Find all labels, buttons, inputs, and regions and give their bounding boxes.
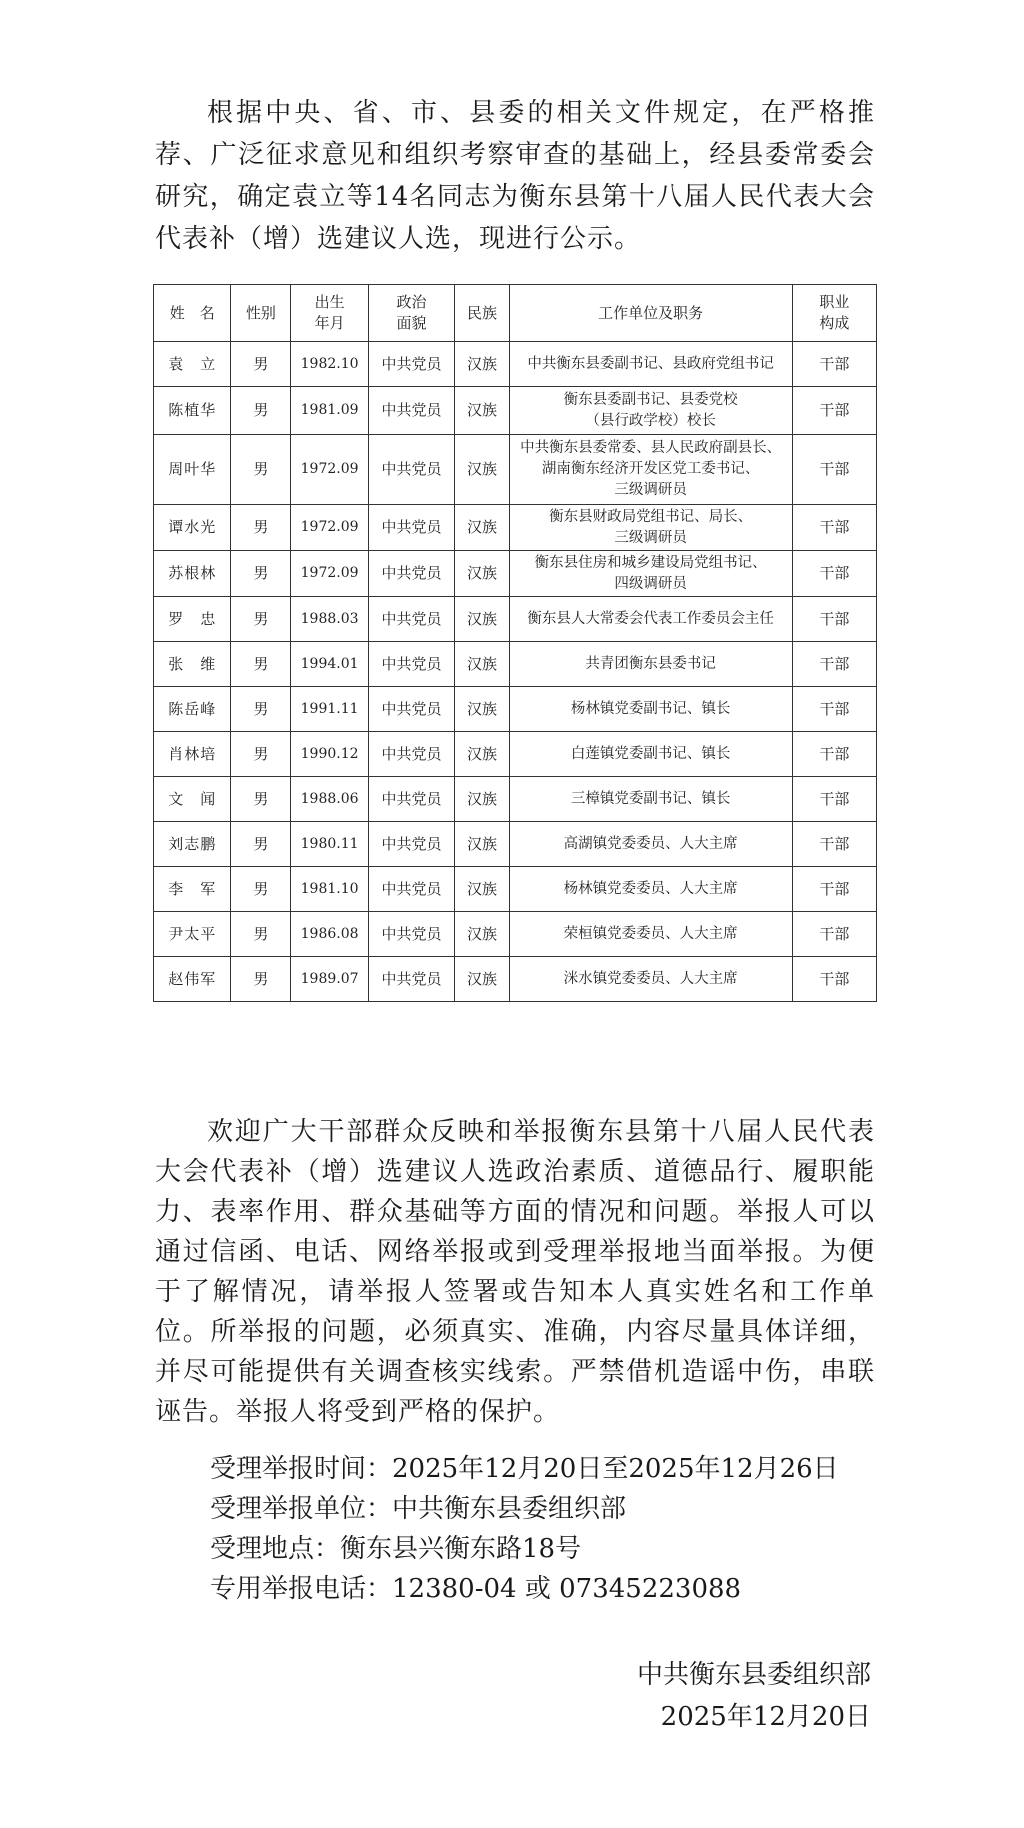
- cell-political: 中共党员: [368, 642, 455, 687]
- cell-ethnicity: 汉族: [455, 867, 509, 912]
- cell-name: 谭水光: [154, 505, 231, 551]
- cell-gender: 男: [231, 732, 291, 777]
- table-row: [154, 597, 877, 642]
- header-ethnicity: 民族: [455, 285, 509, 342]
- cell-name: 李 军: [154, 867, 231, 912]
- cell-unit: [509, 342, 792, 387]
- cell-birth: 1988.03: [291, 597, 368, 642]
- report-phone: 专用举报电话：12380-04 或 07345223088: [210, 1574, 742, 1604]
- cell-unit-line: 三级调研员: [614, 529, 687, 546]
- table-row: [154, 822, 877, 867]
- cell-unit-line: 三樟镇党委副书记、镇长: [570, 790, 731, 807]
- cell-political: 中共党员: [368, 505, 455, 551]
- cell-unit-line: 洣水镇党委委员、人大主席: [563, 970, 738, 987]
- cell-unit: [509, 505, 792, 551]
- cell-political: 中共党员: [368, 597, 455, 642]
- cell-political: 中共党员: [368, 777, 455, 822]
- cell-unit: [509, 642, 792, 687]
- cell-birth: 1982.10: [291, 342, 368, 387]
- cell-unit: [509, 435, 792, 505]
- cell-political: 中共党员: [368, 387, 455, 435]
- header-political: [368, 285, 455, 342]
- table-row: [154, 505, 877, 551]
- cell-gender: 男: [231, 505, 291, 551]
- signature-date: 2025年12月20日: [660, 1702, 871, 1732]
- cell-birth: 1991.11: [291, 687, 368, 732]
- cell-ethnicity: 汉族: [455, 642, 509, 687]
- cell-ethnicity: 汉族: [455, 435, 509, 505]
- header-political-line1: 政治: [396, 293, 427, 311]
- signature-org: 中共衡东县委组织部: [636, 1660, 871, 1690]
- cell-unit: [509, 387, 792, 435]
- cell-unit: [509, 957, 792, 1002]
- cell-name: 陈岳峰: [154, 687, 231, 732]
- cell-gender: 男: [231, 957, 291, 1002]
- cell-role: 干部: [792, 642, 876, 687]
- cell-name: 张 维: [154, 642, 231, 687]
- cell-unit: [509, 822, 792, 867]
- cell-political: 中共党员: [368, 867, 455, 912]
- cell-name: 袁 立: [154, 342, 231, 387]
- cell-name: 罗 忠: [154, 597, 231, 642]
- cell-gender: 男: [231, 687, 291, 732]
- cell-role: 干部: [792, 551, 876, 597]
- cell-unit: [509, 912, 792, 957]
- cell-role: 干部: [792, 957, 876, 1002]
- header-role-line1: 职业: [819, 293, 850, 311]
- cell-role: 干部: [792, 822, 876, 867]
- cell-ethnicity: 汉族: [455, 777, 509, 822]
- cell-birth: 1972.09: [291, 435, 368, 505]
- cell-ethnicity: 汉族: [455, 912, 509, 957]
- cell-ethnicity: 汉族: [455, 505, 509, 551]
- cell-ethnicity: 汉族: [455, 957, 509, 1002]
- cell-unit: [509, 867, 792, 912]
- cell-unit: [509, 777, 792, 822]
- cell-ethnicity: 汉族: [455, 597, 509, 642]
- header-name: 姓 名: [154, 285, 231, 342]
- table-row: [154, 777, 877, 822]
- cell-birth: 1972.09: [291, 551, 368, 597]
- cell-gender: 男: [231, 435, 291, 505]
- table-row: [154, 732, 877, 777]
- table-row: [154, 551, 877, 597]
- cell-unit-line: 衡东县住房和城乡建设局党组书记、: [534, 554, 767, 571]
- cell-name: 苏根林: [154, 551, 231, 597]
- table-row: [154, 912, 877, 957]
- cell-unit-line: 四级调研员: [614, 575, 687, 592]
- cell-gender: 男: [231, 822, 291, 867]
- cell-ethnicity: 汉族: [455, 687, 509, 732]
- cell-gender: 男: [231, 642, 291, 687]
- header-unit: 工作单位及职务: [509, 285, 792, 342]
- report-unit: 受理举报单位：中共衡东县委组织部: [210, 1494, 627, 1524]
- cell-unit-line: 白莲镇党委副书记、镇长: [570, 745, 731, 762]
- cell-ethnicity: 汉族: [455, 387, 509, 435]
- cell-unit-line: 荣桓镇党委委员、人大主席: [563, 925, 738, 942]
- report-place: 受理地点：衡东县兴衡东路18号: [210, 1534, 582, 1564]
- table-row: [154, 957, 877, 1002]
- cell-role: 干部: [792, 505, 876, 551]
- cell-gender: 男: [231, 342, 291, 387]
- cell-unit: [509, 687, 792, 732]
- header-birth-line2: 年月: [314, 314, 345, 332]
- cell-birth: 1981.10: [291, 867, 368, 912]
- cell-ethnicity: 汉族: [455, 342, 509, 387]
- cell-political: 中共党员: [368, 551, 455, 597]
- cell-unit-line: 共青团衡东县委书记: [585, 655, 716, 672]
- cell-name: 文 闻: [154, 777, 231, 822]
- cell-birth: 1981.09: [291, 387, 368, 435]
- cell-role: 干部: [792, 777, 876, 822]
- cell-role: 干部: [792, 867, 876, 912]
- cell-gender: 男: [231, 912, 291, 957]
- table-row: [154, 687, 877, 732]
- header-role: [792, 285, 876, 342]
- cell-name: 陈植华: [154, 387, 231, 435]
- cell-unit-line: （县行政学校）校长: [585, 412, 716, 429]
- cell-name: 赵伟军: [154, 957, 231, 1002]
- header-political-line2: 面貌: [396, 314, 427, 332]
- cell-unit-line: 衡东县委副书记、县委党校: [563, 391, 738, 408]
- table-row: [154, 642, 877, 687]
- header-role-line2: 构成: [819, 314, 850, 332]
- cell-birth: 1988.06: [291, 777, 368, 822]
- cell-birth: 1994.01: [291, 642, 368, 687]
- cell-political: 中共党员: [368, 687, 455, 732]
- header-gender: 性别: [231, 285, 291, 342]
- cell-unit-line: 衡东县人大常委会代表工作委员会主任: [527, 610, 774, 627]
- cell-birth: 1986.08: [291, 912, 368, 957]
- cell-unit-line: 杨林镇党委委员、人大主席: [563, 880, 738, 897]
- table-row: [154, 342, 877, 387]
- cell-birth: 1989.07: [291, 957, 368, 1002]
- cell-political: 中共党员: [368, 342, 455, 387]
- outro-paragraph: 欢迎广大干部群众反映和举报衡东县第十八届人民代表大会代表补（增）选建议人选政治素质、道德品行、履职能力、表率作用、群众基础等方面的情况和问题。举报人可以通过信函、电话、网络举报或到受理举报地当面举报。为便于了解情况，请举报人签署或告知本人真实姓名和工作单位。所举报的问题，必须真实、准确，内容尽量具体详细，并尽可能提供有关调查核实线索。严禁借机造谣中伤，串联诬告。举报人将受到严格的保护。: [155, 1117, 875, 1427]
- cell-name: 刘志鹏: [154, 822, 231, 867]
- cell-unit-line: 三级调研员: [614, 482, 687, 498]
- cell-name: 尹太平: [154, 912, 231, 957]
- cell-political: 中共党员: [368, 732, 455, 777]
- cell-role: 干部: [792, 435, 876, 505]
- cell-gender: 男: [231, 387, 291, 435]
- candidate-table: [153, 284, 877, 1002]
- cell-role: 干部: [792, 732, 876, 777]
- cell-political: 中共党员: [368, 957, 455, 1002]
- cell-gender: 男: [231, 597, 291, 642]
- table-row: [154, 435, 877, 505]
- cell-role: 干部: [792, 687, 876, 732]
- cell-unit-line: 衡东县财政局党组书记、局长、: [549, 508, 753, 525]
- cell-role: 干部: [792, 597, 876, 642]
- table-row: [154, 867, 877, 912]
- cell-role: 干部: [792, 342, 876, 387]
- cell-political: 中共党员: [368, 822, 455, 867]
- cell-political: 中共党员: [368, 912, 455, 957]
- cell-gender: 男: [231, 551, 291, 597]
- cell-gender: 男: [231, 777, 291, 822]
- cell-unit: [509, 597, 792, 642]
- table-row: [154, 387, 877, 435]
- cell-unit-line: 杨林镇党委副书记、镇长: [570, 700, 731, 717]
- cell-unit-line: 中共衡东县委副书记、县政府党组书记: [527, 355, 774, 372]
- cell-unit-line: 高湖镇党委委员、人大主席: [563, 835, 738, 852]
- cell-name: 周叶华: [154, 435, 231, 505]
- cell-name: 肖林培: [154, 732, 231, 777]
- cell-unit: [509, 551, 792, 597]
- cell-birth: 1972.09: [291, 505, 368, 551]
- table-header-row: [154, 285, 877, 342]
- cell-unit: [509, 732, 792, 777]
- header-birth-line1: 出生: [314, 293, 345, 311]
- cell-gender: 男: [231, 867, 291, 912]
- cell-ethnicity: 汉族: [455, 822, 509, 867]
- report-time: 受理举报时间：2025年12月20日至2025年12月26日: [210, 1454, 839, 1484]
- cell-birth: 1980.11: [291, 822, 368, 867]
- header-birth: [291, 285, 368, 342]
- cell-ethnicity: 汉族: [455, 551, 509, 597]
- cell-political: 中共党员: [368, 435, 455, 505]
- cell-ethnicity: 汉族: [455, 732, 509, 777]
- intro-paragraph: 根据中央、省、市、县委的相关文件规定，在严格推荐、广泛征求意见和组织考察审查的基础上，经县委常委会研究，确定袁立等14名同志为衡东县第十八届人民代表大会代表补（增）选建议人选，现进行公示。: [155, 98, 875, 254]
- table-body: [154, 342, 877, 1002]
- cell-unit-line: 湖南衡东经济开发区党工委书记、: [541, 461, 760, 477]
- cell-role: 干部: [792, 387, 876, 435]
- cell-role: 干部: [792, 912, 876, 957]
- cell-birth: 1990.12: [291, 732, 368, 777]
- cell-unit-line: 中共衡东县委常委、县人民政府副县长、: [520, 440, 782, 456]
